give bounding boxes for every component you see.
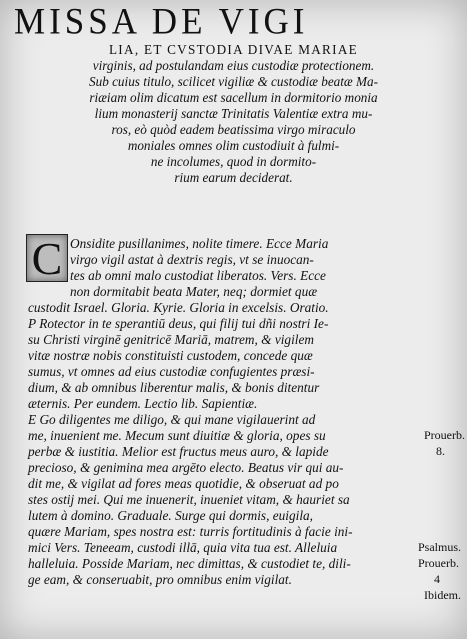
margin-note-ibidem: Ibidem. xyxy=(424,588,461,602)
text-line: virgo vigil astat à dextris regis, vt se inuocan- xyxy=(70,252,314,267)
text-line: stes ostij mei. Qui me inuenerit, inueniet vitam, & hauriet sa xyxy=(28,492,350,507)
margin-note-psalmus: Psalmus. xyxy=(418,540,462,554)
heading-line: lium monasterij sanctæ Trinitatis Valentiæ extra mu- xyxy=(94,106,373,121)
text-line: precioso, & genimina mea argēto electo. Beatus vir qui au- xyxy=(28,460,344,475)
heading-line: ros, eò quòd eadem beatissima virgo miraculo xyxy=(111,122,356,137)
text-line: su Christi virginē genitricē Mariā, matrem, & vigilem xyxy=(28,332,314,347)
text-line: dium, & ab omnibus liberentur malis, & bonis ditentur xyxy=(28,380,320,395)
text-line: quære Mariam, spes nostra est: turris fortitudinis à facie ini- xyxy=(28,524,353,539)
text-line: dit me, & vigilat ad fores meas quotidie, & obseruat ad po xyxy=(28,476,339,491)
page-title: MISSA DE VIGI xyxy=(14,1,309,42)
text-line: ge eam, & conseruabit, pro omnibus enim vigilat. xyxy=(28,572,292,587)
margin-note-proverbs: Prouerb. xyxy=(418,556,459,570)
margin-note-chapter: 4 xyxy=(434,572,440,586)
text-line: vitæ nostræ nobis constituisti custodem, concede quæ xyxy=(28,348,313,363)
margin-note-chapter: 8. xyxy=(436,444,445,458)
decorated-initial: C xyxy=(26,234,68,282)
heading-line: LIA, ET CVSTODIA DIVAE MARIAE xyxy=(108,42,359,57)
text-line: me, inuenient me. Mecum sunt diuitiæ & gloria, opes su xyxy=(28,428,326,443)
text-line: E Go diligentes me diligo, & qui mane vigilauerint ad xyxy=(28,412,316,427)
text-line: lutem à domino. Graduale. Surge qui dormis, euigila, xyxy=(28,508,314,523)
text-line: non dormitabit beata Mater, neq; dormiet quæ xyxy=(70,284,318,299)
text-line: perbæ & iustitia. Melior est fructus meus auro, & lapide xyxy=(28,444,329,459)
text-line: mici Vers. Teneeam, custodi illā, quia vita tua est. Alleluia xyxy=(28,540,338,555)
text-line: P Rotector in te sperantiū deus, qui filij tui dñi nostri Ie- xyxy=(28,316,329,331)
text-line: halleluia. Posside Mariam, nec dimittas, & custodiet te, dili- xyxy=(28,556,351,571)
heading-line: virginis, ad postulandam eius custodiæ protectionem. xyxy=(92,58,375,73)
text-line: sumus, vt omnes ad eius custodiæ confugientes præsi- xyxy=(28,364,315,379)
text-line: custodit Israel. Gloria. Kyrie. Gloria in excelsis. Oratio. xyxy=(28,300,329,315)
heading-line: rium earum deciderat. xyxy=(174,170,293,185)
heading-line: ne incolumes, quod in dormito- xyxy=(150,154,317,169)
margin-note-proverbs: Prouerb. xyxy=(424,428,465,442)
heading-line: Sub cuius titulo, scilicet vigiliæ & custodiæ beatæ Ma- xyxy=(89,74,378,89)
heading-line: moniales omnes olim custodiuit à fulmi- xyxy=(127,138,340,153)
heading-line: riæiam olim dicatum est sacellum in dormitorio monia xyxy=(89,90,378,105)
text-line: tes ab omni malo custodiat liberatos. Vers. Ecce xyxy=(70,268,326,283)
text-line: Onsidite pusillanimes, nolite timere. Ecce Maria xyxy=(70,236,329,251)
text-line: æternis. Per eundem. Lectio lib. Sapientiæ. xyxy=(28,396,258,411)
